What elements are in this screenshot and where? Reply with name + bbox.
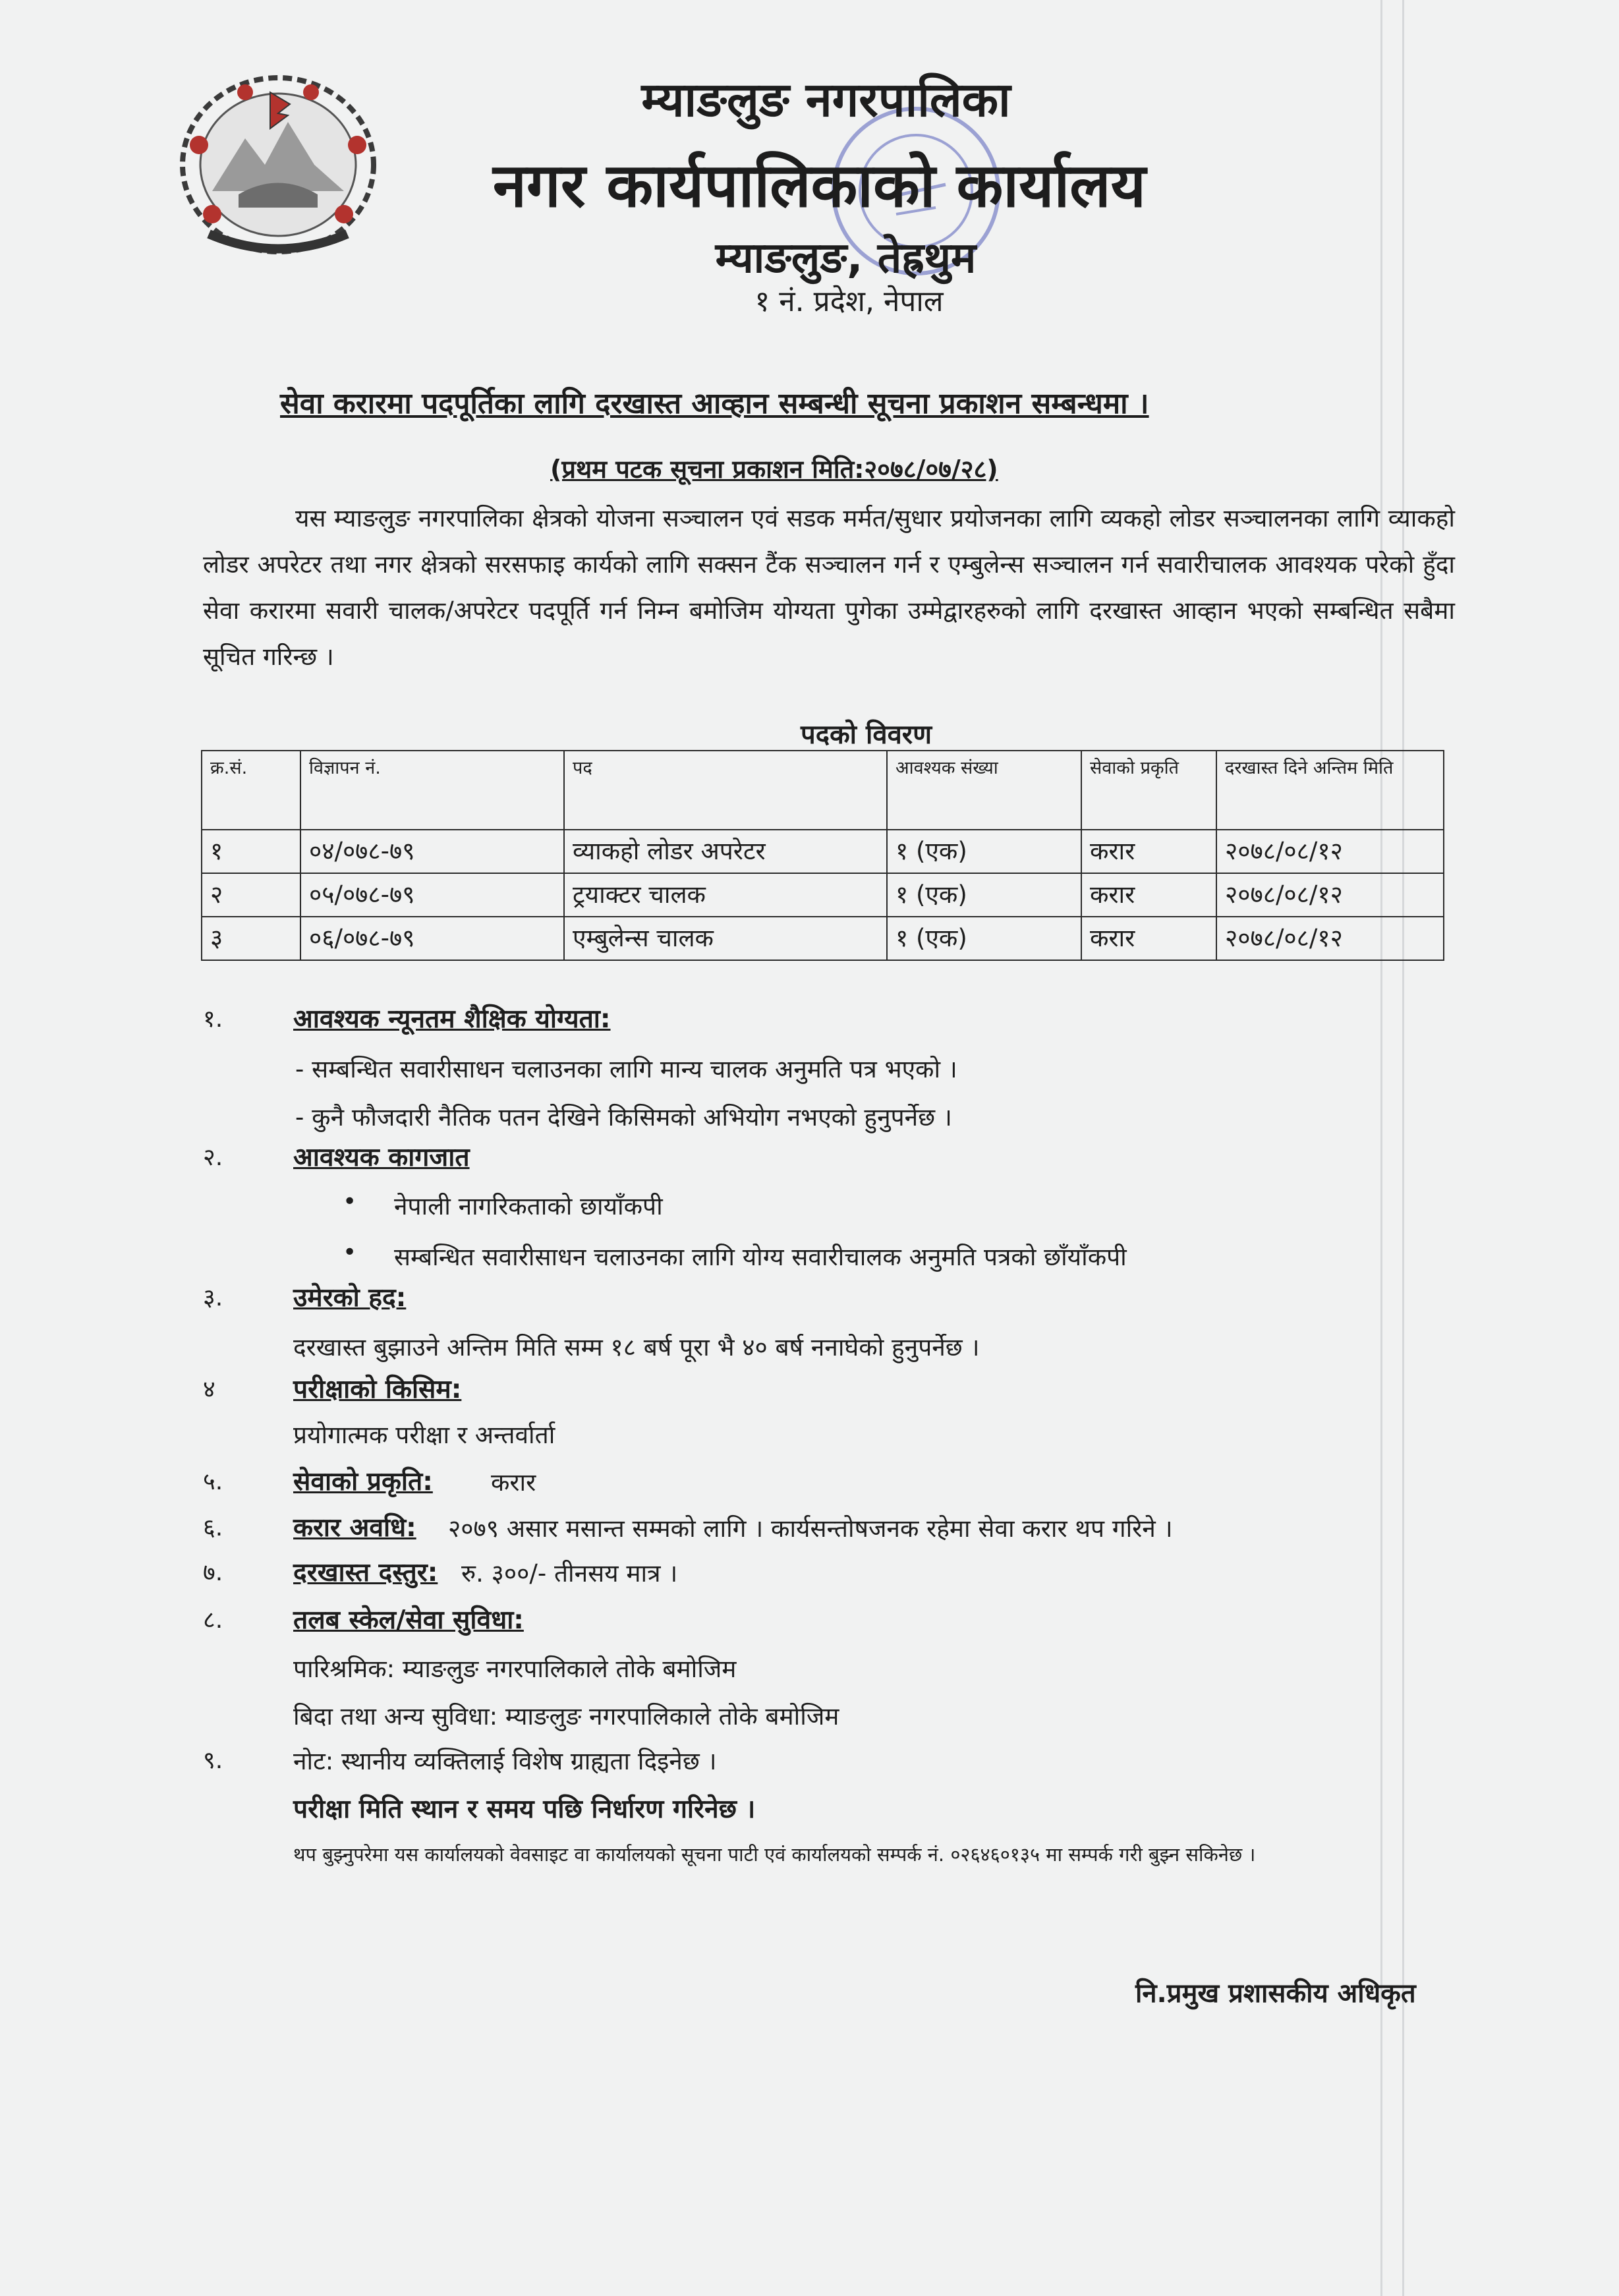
office-location: म्याङलुङ, तेह्रथुम [715,234,977,283]
signatory-title: नि.प्रमुख प्रशासकीय अधिकृत [1135,1978,1416,2009]
table-cell: ०४/०७८-७९ [300,830,564,873]
posts-table [201,750,1444,961]
table-cell: १ [202,830,300,873]
section-number: २. [203,1144,223,1171]
exam-type-text: प्रयोगात्मक परीक्षा र अन्तर्वार्ता [293,1421,555,1449]
header-cell-sn: क्र.सं. [202,751,300,830]
section-number: ५. [203,1468,223,1495]
header-cell-service-type: सेवाको प्रकृति [1081,751,1216,830]
notice-subject: सेवा करारमा पदपूर्तिका लागि दरखास्त आव्हान सम्बन्धी सूचना प्रकाशन सम्बन्धमा । [280,387,1149,420]
table-cell: १ (एक) [887,830,1081,873]
application-fee-text: रु. ३००/- तीनसय मात्र । [461,1559,678,1588]
table-cell: करार [1081,917,1216,960]
table-cell: ३ [202,917,300,960]
leave-benefits-line: बिदा तथा अन्य सुविधा: म्याङलुङ नगरपालिकाले तोके बमोजिम [293,1702,839,1731]
section-title-exam-type: परीक्षाको किसिम: [293,1375,462,1404]
section-title-documents: आवश्यक कागजात [293,1143,470,1172]
table-row [202,830,1444,873]
table-cell: ०६/०७८-७९ [300,917,564,960]
section-number: ९. [203,1747,223,1774]
table-cell: २ [202,873,300,917]
section-number: ७. [203,1559,223,1586]
scan-artifact-line [1402,0,1404,2296]
scan-artifact-line [1380,0,1382,2296]
local-preference-note: नोट: स्थानीय व्यक्तिलाई विशेष ग्राह्यता दिइनेछ । [293,1747,717,1775]
section-number: ४ [203,1376,215,1403]
header-cell-advert-no: विज्ञापन नं. [300,751,564,830]
section-number: ८. [203,1607,223,1634]
document-item: नेपाली नागरिकताको छायाँकपी [394,1192,663,1220]
bullet-icon: • [343,1239,357,1266]
office-title: नगर कार्यपालिकाको कार्यालय [492,150,1147,221]
section-title-application-fee: दरखास्त दस्तुर: [293,1558,438,1588]
salary-line: पारिश्रमिक: म्याङलुङ नगरपालिकाले तोके बमोजिम [293,1655,737,1683]
municipality-name: म्याङलुङ नगरपालिका [641,72,1011,127]
document-item: सम्बन्धित सवारीसाधन चलाउनका लागि योग्य सवारीचालक अनुमति पत्रको छाँयाँकपी [394,1243,1127,1271]
service-nature-text: करार [491,1468,536,1497]
section-title-salary-benefits: तलब स्केल/सेवा सुविधा: [293,1605,524,1635]
table-cell: एम्बुलेन्स चालक [564,917,887,960]
table-cell: २०७८/०८/१२ [1216,873,1444,917]
intro-paragraph: यस म्याङलुङ नगरपालिका क्षेत्रको योजना सञ्चालन एवं सडक मर्मत/सुधार प्रयोजनका लागि व्यकहो लोडर सञ्चालनका लागि व्याकहो लोडर अपरेटर तथा नगर क्षेत्रको सरसफाइ कार्यको लागि सक्सन टैंक सञ्चालन गर्न र एम्बुलेन्स सञ्चालन गर्न सवारीचालक आवश्यक परेको हुँदा सेवा करारमा सवारी चालक/अपरेटर पदपूर्ति गर्न निम्न बमोजिम योग्यता पुगेका उम्मेद्वारहरुको लागि दरखास्त आव्हान भएको सम्बन्धित सबैमा सूचित गरिन्छ । [203,504,1455,671]
section-title-age-limit: उमेरको हद: [293,1283,407,1313]
header-cell-post: पद [564,751,887,830]
table-cell: ०५/०७८-७९ [300,873,564,917]
table-cell: १ (एक) [887,917,1081,960]
section-title-service-nature: सेवाको प्रकृति: [293,1467,433,1497]
table-cell: १ (एक) [887,873,1081,917]
table-caption: पदको विवरण [801,720,932,750]
header-cell-deadline: दरखास्त दिने अन्तिम मिति [1216,751,1444,830]
qualification-item: - सम्बन्धित सवारीसाधन चलाउनका लागि मान्य चालक अनुमति पत्र भएको । [295,1055,957,1083]
table-header-row [202,751,1444,830]
qualification-item: - कुनै फौजदारी नैतिक पतन देखिने किसिमको अभियोग नभएको हुनुपर्नेछ । [295,1103,952,1132]
section-number: ६. [203,1514,223,1541]
contract-period-text: २०७९ असार मसान्त सम्मको लागि । कार्यसन्तोषजनक रहेमा सेवा करार थप गरिने । [448,1514,1173,1543]
table-cell: ट्रयाक्टर चालक [564,873,887,917]
section-title-contract-period: करार अवधि: [293,1513,416,1543]
table-cell: करार [1081,873,1216,917]
section-number: ३. [203,1284,223,1311]
table-row [202,873,1444,917]
table-cell: व्याकहो लोडर अपरेटर [564,830,887,873]
table-row [202,917,1444,960]
bullet-icon: • [343,1188,357,1215]
publication-date: (प्रथम पटक सूचना प्रकाशन मिति:२०७८/०७/२८) [550,455,998,484]
province-line: १ नं. प्रदेश, नेपाल [754,285,944,318]
table-cell: २०७८/०८/१२ [1216,830,1444,873]
header-cell-required-count: आवश्यक संख्या [887,751,1081,830]
contact-footer-note: थप बुझ्नुपरेमा यस कार्यालयको वेवसाइट वा कार्यालयको सूचना पाटी एवं कार्यालयको सम्पर्क नं. ०२६४६०१३५ मा सम्पर्क गरी बुझ्न सकिनेछ । [293,1843,1256,1866]
age-limit-text: दरखास्त बुझाउने अन्तिम मिति सम्म १८ बर्ष पूरा भै ४० बर्ष ननाघेको हुनुपर्नेछ । [293,1333,980,1362]
exam-schedule-note: परीक्षा मिति स्थान र समय पछि निर्धारण गरिनेछ । [293,1794,756,1824]
table-cell: करार [1081,830,1216,873]
section-number: १. [203,1006,223,1033]
table-cell: २०७८/०८/१२ [1216,917,1444,960]
section-title-qualification: आवश्यक न्यूनतम शैक्षिक योग्यता: [293,1004,611,1034]
